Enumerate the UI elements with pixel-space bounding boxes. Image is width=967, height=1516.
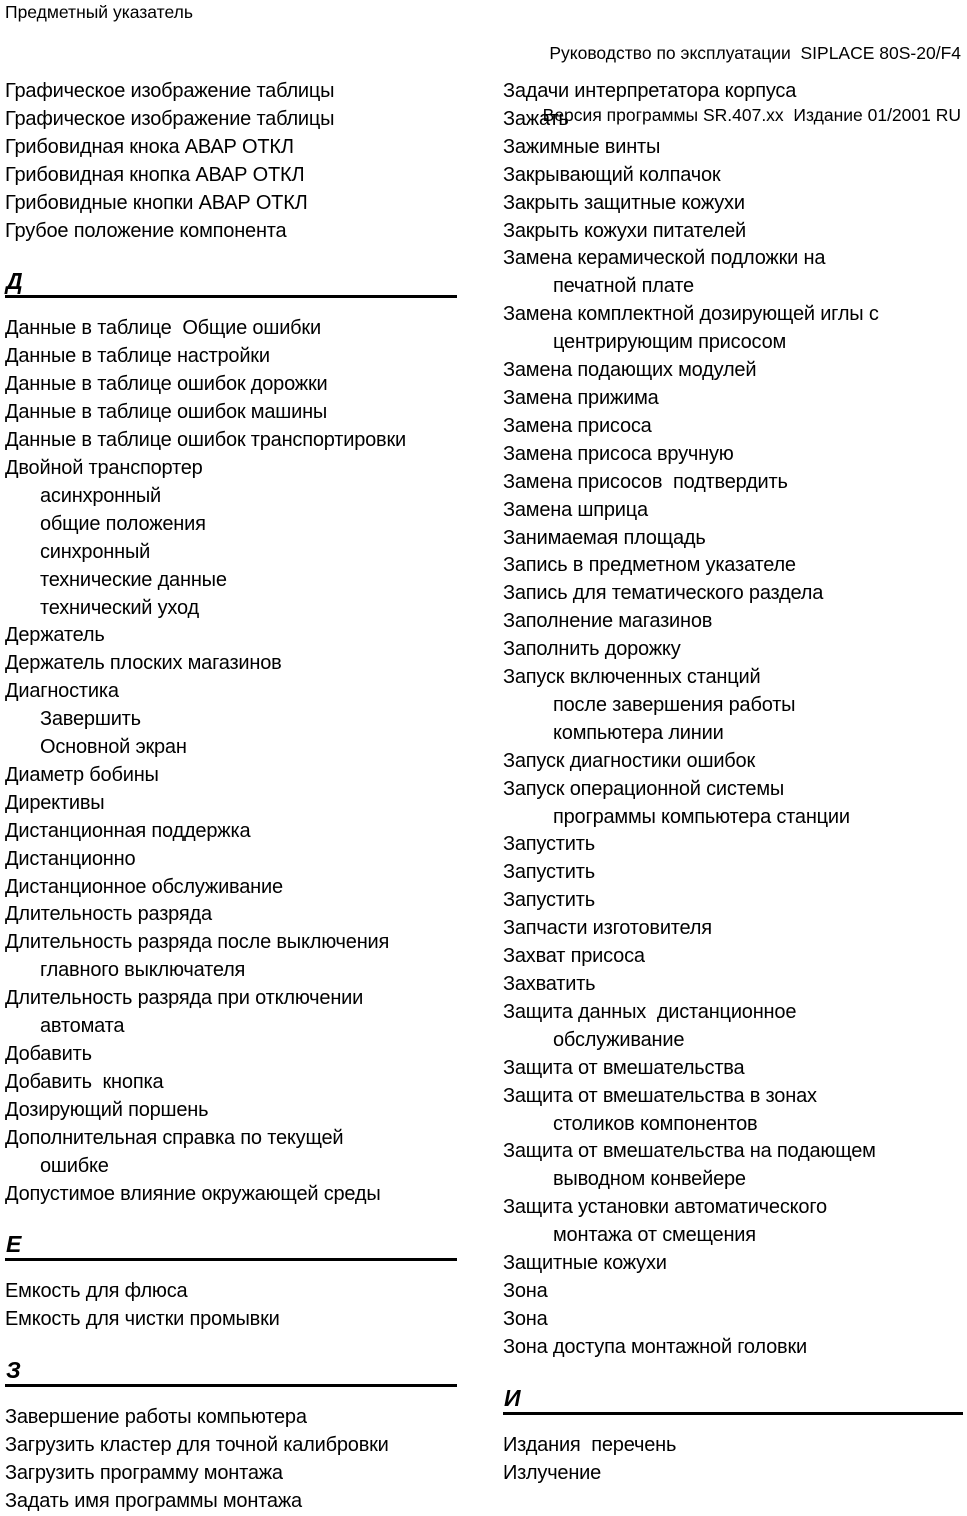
- index-entry: Замена присоса: [503, 414, 652, 437]
- index-entry: Издания перечень: [503, 1433, 677, 1456]
- index-subentry: Завершить: [40, 708, 141, 731]
- index-subentry: технические данные: [40, 568, 227, 591]
- index-entry: Защитные кожухи: [503, 1252, 667, 1275]
- index-entry: Дозирующий поршень: [5, 1098, 209, 1121]
- section-rule: [5, 268, 457, 298]
- index-subentry: автомата: [40, 1015, 125, 1038]
- index-entry: Данные в таблице ошибок машины: [5, 401, 328, 424]
- index-subentry: главного выключателя: [40, 959, 246, 982]
- index-subentry: программы компьютера станции: [553, 805, 850, 828]
- index-subentry: обслуживание: [553, 1028, 685, 1051]
- index-entry: Замена присоса вручную: [503, 442, 734, 465]
- index-entry: Добавить: [5, 1043, 92, 1065]
- index-entry: Двойной транспортер: [5, 456, 203, 479]
- index-entry: Данные в таблице ошибок транспортировки: [5, 429, 406, 452]
- section-rule: [5, 1357, 457, 1387]
- index-entry: Замена подающих модулей: [503, 359, 757, 382]
- index-entry: Замена шприца: [503, 498, 648, 521]
- header-doc-title: Руководство по эксплуатации SIPLACE 80S-20/F4: [549, 43, 961, 63]
- index-entry: Зона: [503, 1279, 548, 1302]
- index-entry: Запустить: [503, 861, 595, 884]
- section-letter: Д: [6, 268, 23, 295]
- section-rule: [503, 1384, 963, 1415]
- index-entry: Зона: [503, 1307, 548, 1330]
- index-entry: Длительность разряда: [5, 903, 212, 926]
- index-entry: Грубое положение компонента: [5, 219, 287, 242]
- index-entry: Запись для тематического раздела: [503, 582, 824, 605]
- index-subentry: монтажа от смещения: [553, 1224, 756, 1247]
- index-entry: Диагностика: [5, 680, 119, 703]
- index-entry: Держатель: [5, 624, 105, 647]
- index-subentry: общие положения: [40, 512, 206, 535]
- index-entry: Защита от вмешательства на подающем: [503, 1140, 876, 1163]
- index-entry: Запустить: [503, 833, 595, 856]
- index-entry: Замена керамической подложки на: [503, 247, 826, 270]
- index-entry: Задать имя программы монтажа: [5, 1489, 302, 1512]
- index-entry: Запустить: [503, 889, 595, 912]
- index-entry: Загрузить кластер для точной калибровки: [5, 1434, 389, 1457]
- index-entry: Графическое изображение таблицы: [5, 107, 335, 130]
- index-entry: Загрузить программу монтажа: [5, 1462, 283, 1485]
- index-entry: Запуск операционной системы: [503, 777, 785, 800]
- index-entry: Закрыть защитные кожухи: [503, 191, 745, 214]
- index-entry: Длительность разряда после выключения: [5, 931, 390, 954]
- index-entry: Емкость для чистки промывки: [5, 1308, 280, 1331]
- index-entry: Защита от вмешательства: [503, 1056, 745, 1079]
- index-entry: Запись в предметном указателе: [503, 554, 796, 577]
- index-subentry: центрирующим присосом: [553, 331, 787, 354]
- index-entry: Держатель плоских магазинов: [5, 652, 282, 675]
- index-entry: Допустимое влияние окружающей среды: [5, 1182, 381, 1205]
- index-entry: Завершение работы компьютера: [5, 1406, 307, 1429]
- index-subentry: Основной экран: [40, 736, 187, 759]
- index-entry: Защита данных дистанционное: [503, 1000, 797, 1023]
- section-letter: З: [6, 1357, 21, 1384]
- index-entry: Захват присоса: [503, 945, 645, 968]
- section-rule: [5, 1231, 457, 1261]
- index-entry: Захватить: [503, 973, 596, 995]
- index-entry: Защита установки автоматического: [503, 1196, 827, 1219]
- index-subentry: асинхронный: [40, 484, 162, 507]
- index-entry: Излучение: [503, 1461, 602, 1484]
- page-header-title: Предметный указатель: [5, 2, 193, 22]
- header-version-edition: Версия программы SR.407.xx Издание 01/2001 RU: [542, 104, 961, 125]
- index-entry: Добавить кнопка: [5, 1070, 164, 1093]
- index-entry: Грибовидная кнока АВАР ОТКЛ: [5, 135, 294, 158]
- index-entry: Зона доступа монтажной головки: [503, 1335, 807, 1358]
- index-column-left: [5, 78, 457, 1516]
- index-entry: Дистанционное обслуживание: [5, 875, 283, 898]
- index-entry: Замена прижима: [503, 386, 659, 409]
- index-entry: Запчасти изготовителя: [503, 917, 712, 940]
- index-entry: Запуск включенных станций: [503, 666, 761, 689]
- index-entry: Грибовидная кнопка АВАР ОТКЛ: [5, 163, 305, 186]
- index-entry: Заполнение магазинов: [503, 610, 713, 633]
- index-entry: Закрыть кожухи питателей: [503, 219, 746, 242]
- index-entry: Данные в таблице ошибок дорожки: [5, 373, 328, 396]
- index-entry: Емкость для флюса: [5, 1280, 188, 1303]
- index-entry: Дополнительная справка по текущей: [5, 1126, 344, 1149]
- index-subentry: столиков компонентов: [553, 1112, 758, 1135]
- section-letter: И: [504, 1384, 521, 1411]
- index-entry: Задачи интерпретатора корпуса: [503, 80, 797, 102]
- index-subentry: печатной плате: [553, 275, 694, 298]
- index-entry: Зажимные винты: [503, 135, 661, 158]
- index-subentry: после завершения работы: [553, 693, 796, 716]
- index-entry: Длительность разряда при отключении: [5, 987, 364, 1010]
- index-entry: Защита от вмешательства в зонах: [503, 1084, 817, 1107]
- index-entry: Запуск диагностики ошибок: [503, 749, 756, 772]
- index-entry: Графическое изображение таблицы: [5, 80, 335, 102]
- index-subentry: компьютера линии: [553, 721, 724, 744]
- index-subentry: ошибке: [40, 1154, 109, 1177]
- index-entry: Грибовидные кнопки АВАР ОТКЛ: [5, 191, 308, 214]
- index-entry: Замена комплектной дозирующей иглы с: [503, 303, 879, 326]
- index-subentry: выводном конвейере: [553, 1168, 746, 1191]
- index-subentry: технический уход: [40, 596, 199, 619]
- index-entry: Занимаемая площадь: [503, 526, 706, 549]
- section-letter: Е: [6, 1231, 22, 1258]
- index-entry: Директивы: [5, 791, 105, 814]
- index-column-right: [503, 78, 963, 1488]
- index-entry: Замена присосов подтвердить: [503, 470, 788, 493]
- index-entry: Дистанционно: [5, 847, 136, 870]
- index-entry: Диаметр бобины: [5, 763, 159, 786]
- index-entry: Данные в таблице настройки: [5, 345, 270, 368]
- index-subentry: синхронный: [40, 540, 151, 563]
- index-entry: Зажать: [503, 107, 569, 130]
- index-entry: Заполнить дорожку: [503, 638, 681, 661]
- index-entry: Закрывающий колпачок: [503, 163, 721, 186]
- index-entry: Дистанционная поддержка: [5, 819, 251, 842]
- index-entry: Данные в таблице Общие ошибки: [5, 317, 321, 340]
